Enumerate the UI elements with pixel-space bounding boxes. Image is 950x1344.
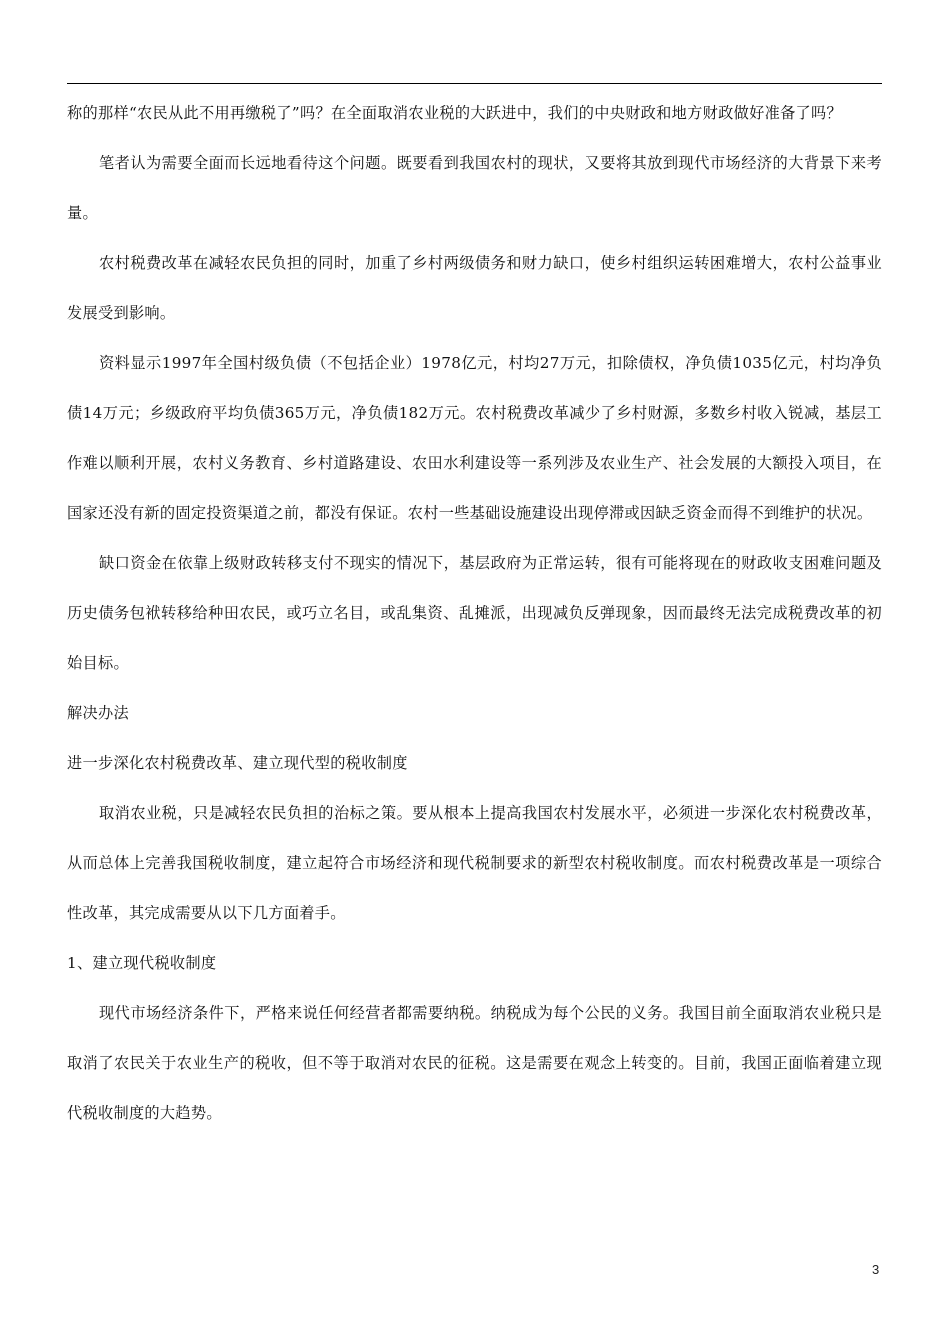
paragraph: 缺口资金在依靠上级财政转移支付不现实的情况下，基层政府为正常运转，很有可能将现在的财政收支困难问题及历史债务包袱转移给种田农民，或巧立名目，或乱集资、乱摊派，出现减负反弹现象，因而最终无法完成税费改革的初始目标。 bbox=[67, 554, 882, 672]
paragraph: 现代市场经济条件下，严格来说任何经营者都需要纳税。纳税成为每个公民的义务。我国目前全面取消农业税只是取消了农民关于农业生产的税收，但不等于取消对农民的征税。这是需要在观念上转变的。目前，我国正面临着建立现代税收制度的大趋势。 bbox=[67, 1004, 882, 1122]
page-number: 3 bbox=[872, 1262, 880, 1277]
document-body bbox=[67, 88, 882, 1138]
section-heading: 解决办法 bbox=[67, 704, 129, 722]
paragraph: 资料显示1997年全国村级负债（不包括企业）1978亿元，村均27万元，扣除债权，净负债1035亿元，村均净负债14万元；乡级政府平均负债365万元，净负债182万元。农村税费改革减少了乡村财源，多数乡村收入锐减，基层工作难以顺利开展，农村义务教育、乡村道路建设、农田水利建设等一系列涉及农业生产、社会发展的大额投入项目，在国家还没有新的固定投资渠道之前，都没有保证。农村一些基础设施建设出现停滞或因缺乏资金而得不到维护的状况。 bbox=[67, 354, 882, 522]
section-subheading: 进一步深化农村税费改革、建立现代型的税收制度 bbox=[67, 754, 408, 772]
header-rule bbox=[67, 83, 882, 84]
paragraph: 农村税费改革在减轻农民负担的同时，加重了乡村两级债务和财力缺口，使乡村组织运转困难增大，农村公益事业发展受到影响。 bbox=[67, 254, 882, 322]
paragraph: 笔者认为需要全面而长远地看待这个问题。既要看到我国农村的现状，又要将其放到现代市场经济的大背景下来考量。 bbox=[67, 154, 882, 222]
paragraph: 称的那样“农民从此不用再缴税了”吗？在全面取消农业税的大跃进中，我们的中央财政和地方财政做好准备了吗？ bbox=[67, 104, 843, 122]
paragraph: 取消农业税，只是减轻农民负担的治标之策。要从根本上提高我国农村发展水平，必须进一步深化农村税费改革，从而总体上完善我国税收制度，建立起符合市场经济和现代税制要求的新型农村税收制度。而农村税费改革是一项综合性改革，其完成需要从以下几方面着手。 bbox=[67, 804, 882, 922]
numbered-heading: 1、建立现代税收制度 bbox=[67, 954, 217, 972]
